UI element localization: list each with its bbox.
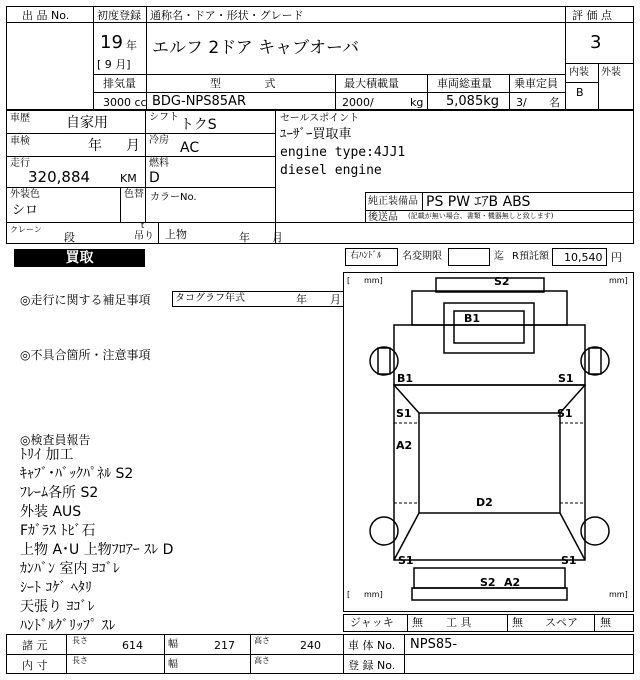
divider bbox=[6, 654, 634, 655]
height-label: 高さ bbox=[254, 636, 270, 645]
divider bbox=[427, 74, 428, 110]
divider bbox=[250, 634, 251, 674]
divider bbox=[598, 63, 599, 110]
exterior-label: 外装 bbox=[601, 67, 621, 78]
divider bbox=[158, 222, 159, 244]
ac-label: 冷房 bbox=[149, 135, 169, 146]
interior-label: 内装 bbox=[569, 67, 589, 78]
mm-label: mm] bbox=[364, 276, 383, 285]
first-reg-month: [ 9 月] bbox=[97, 58, 131, 71]
report-line: ｶﾝﾊﾞﾝ 室内 ﾖｺﾞﾚ bbox=[20, 561, 120, 577]
divider bbox=[275, 110, 276, 244]
first-reg-year: 19 bbox=[100, 32, 123, 53]
divider bbox=[565, 63, 634, 64]
recycle-label: R預託額 bbox=[512, 251, 549, 262]
divider bbox=[335, 74, 336, 110]
damage-label: B1 bbox=[397, 372, 414, 385]
capacity-unit: 名 bbox=[549, 96, 560, 109]
damage-label: S1 bbox=[561, 554, 577, 567]
model-name-label: 通称名・ドア・形状・グレード bbox=[150, 9, 304, 22]
delivery-label: 後送品 bbox=[368, 212, 398, 223]
crane-t: t bbox=[141, 221, 145, 230]
name-change-deadline-field bbox=[448, 248, 490, 266]
specs-label: 諸 元 bbox=[22, 639, 48, 652]
divider bbox=[6, 222, 634, 223]
ac-value: AC bbox=[180, 140, 200, 156]
divider bbox=[404, 634, 405, 674]
mileage-value: 320,884 bbox=[28, 168, 91, 186]
mm-bracket: [ bbox=[347, 276, 351, 285]
truck-outline-svg bbox=[344, 273, 635, 613]
gross-weight-label: 車両総重量 bbox=[437, 77, 492, 90]
crane-lift: 吊り bbox=[134, 231, 154, 242]
interior-value: B bbox=[576, 86, 584, 99]
model-name: エルフ 2ドア キャブオーバ bbox=[152, 38, 360, 58]
mm-label: mm] bbox=[609, 590, 628, 599]
width-label: 幅 bbox=[168, 639, 178, 650]
tacho-year: 年 bbox=[296, 293, 307, 306]
purchase-bar: 買取 bbox=[14, 249, 145, 267]
divider bbox=[164, 634, 165, 674]
length-label: 長さ bbox=[72, 636, 88, 645]
divider bbox=[93, 74, 565, 75]
upper-month: 月 bbox=[272, 231, 283, 244]
spare-label: スペア bbox=[545, 616, 578, 629]
report-line: ﾌﾚｰﾑ各所 S2 bbox=[20, 485, 99, 501]
report-line: 天張り ﾖｺﾞﾚ bbox=[20, 599, 95, 615]
jack-value: 無 bbox=[412, 616, 423, 629]
jack-label: ジャッキ bbox=[350, 616, 394, 629]
rating-value: 3 bbox=[590, 32, 602, 53]
sales-point-line: engine type:4JJ1 bbox=[280, 145, 406, 160]
tacho-month: 月 bbox=[330, 293, 341, 306]
color-no-label: カラーNo. bbox=[150, 192, 197, 203]
damage-label: A2 bbox=[396, 439, 413, 452]
divider bbox=[343, 634, 344, 674]
equipment-value: PS PW ｴｱB ABS bbox=[426, 194, 531, 210]
rating-label: 評 価 点 bbox=[572, 9, 612, 22]
tools-label: 工 具 bbox=[446, 616, 472, 629]
damage-label: S1 bbox=[558, 372, 574, 385]
lot-no-label: 出 品 No. bbox=[22, 9, 70, 22]
divider bbox=[422, 192, 423, 210]
damage-label: A2 bbox=[504, 576, 521, 589]
inspector-report-label: ◎検査員報告 bbox=[20, 433, 91, 447]
displacement-label: 排気量 bbox=[103, 77, 136, 90]
in-length-label: 長さ bbox=[72, 656, 88, 665]
truck-diagram bbox=[343, 272, 634, 612]
divider bbox=[365, 210, 634, 211]
divider bbox=[509, 74, 510, 110]
chassis-label: 車 体 No. bbox=[348, 639, 396, 652]
divider bbox=[146, 6, 147, 74]
model-code: BDG-NPS85AR bbox=[152, 94, 246, 109]
steering-label: 右ﾊﾝﾄﾞﾙ bbox=[350, 251, 382, 261]
divider bbox=[365, 192, 634, 193]
length-value: 614 bbox=[122, 639, 143, 652]
divider bbox=[120, 187, 121, 222]
damage-label: S1 bbox=[396, 407, 412, 420]
inspection-year: 年 bbox=[88, 138, 102, 154]
type-label: 型 式 bbox=[210, 77, 276, 90]
recycle-unit: 円 bbox=[611, 251, 622, 264]
sales-point-line: ﾕｰｻﾞｰ買取車 bbox=[280, 127, 352, 142]
width-value: 217 bbox=[214, 639, 235, 652]
mm-bracket: [ bbox=[347, 590, 351, 599]
report-line: ｼｰﾄ ｺｹﾞ ﾍﾀﾘ bbox=[20, 580, 92, 596]
deadline-suffix: 迄 bbox=[494, 251, 504, 262]
history-value: 自家用 bbox=[66, 115, 108, 131]
in-width-label: 幅 bbox=[168, 659, 178, 670]
year-unit: 年 bbox=[126, 39, 137, 52]
max-load-label: 最大積載量 bbox=[344, 77, 399, 90]
mm-label: mm] bbox=[609, 276, 628, 285]
mileage-label: 走行 bbox=[10, 158, 30, 169]
divider bbox=[407, 614, 408, 632]
defects-label: ◎不具合箇所・注意事項 bbox=[20, 348, 151, 362]
chassis-value: NPS85- bbox=[410, 637, 458, 652]
delivery-note: (記載が無い場合、書類・機器無しと致します) bbox=[408, 212, 554, 220]
driving-notes-label: ◎走行に関する補足事項 bbox=[20, 293, 151, 307]
recycle-value: 10,540 bbox=[564, 251, 603, 264]
tools-value: 無 bbox=[512, 616, 523, 629]
report-line: ﾄﾘｲ 加工 bbox=[20, 447, 74, 463]
inspection-month: 月 bbox=[126, 138, 140, 154]
report-line: 外装 AUS bbox=[20, 504, 82, 520]
gross-weight-value: 5,085kg bbox=[446, 94, 499, 109]
divider bbox=[365, 192, 366, 222]
divider bbox=[565, 82, 599, 83]
damage-label: S2 bbox=[494, 275, 510, 288]
fuel-value: D bbox=[149, 170, 160, 186]
ext-color-label: 外装色 bbox=[10, 189, 40, 200]
displacement-value: 3000 cc bbox=[103, 96, 147, 109]
ext-color-value: シロ bbox=[12, 203, 39, 218]
first-reg-label: 初度登録 bbox=[97, 9, 141, 22]
report-line: Fｶﾞﾗｽ ﾄﾋﾞ石 bbox=[20, 523, 96, 539]
mileage-unit: KM bbox=[120, 172, 137, 185]
fuel-label: 燃料 bbox=[149, 158, 169, 169]
sales-point-title: セールスポイント bbox=[280, 113, 360, 124]
interior-dims-label: 内 寸 bbox=[22, 659, 48, 672]
divider bbox=[594, 614, 595, 632]
history-label: 車歴 bbox=[10, 113, 30, 124]
equipment-label: 純正装備品 bbox=[368, 196, 418, 207]
name-change-label: 名変期限 bbox=[402, 251, 442, 262]
color-change-label: 色替 bbox=[124, 189, 144, 200]
capacity-label: 乗車定員 bbox=[514, 77, 558, 90]
upper-year: 年 bbox=[239, 231, 250, 244]
capacity-value: 3/ bbox=[516, 96, 527, 109]
upper-label: 上物 bbox=[165, 228, 187, 241]
spare-value: 無 bbox=[600, 616, 611, 629]
shift-label: シフト bbox=[149, 112, 179, 123]
divider bbox=[6, 22, 634, 23]
damage-label: S1 bbox=[398, 554, 414, 567]
divider bbox=[145, 110, 146, 222]
mm-label: mm] bbox=[364, 590, 383, 599]
sales-point-line: diesel engine bbox=[280, 163, 382, 178]
tachograph-label: タコグラフ年式 bbox=[175, 293, 245, 304]
crane-label: クレーン bbox=[10, 225, 42, 234]
report-line: ﾊﾝﾄﾞﾙｸﾞﾘｯﾌﾟ ｽﾚ bbox=[20, 618, 116, 634]
damage-label: D2 bbox=[476, 496, 493, 509]
damage-label: S1 bbox=[557, 407, 573, 420]
damage-label: B1 bbox=[464, 312, 481, 325]
divider bbox=[6, 133, 275, 134]
divider bbox=[6, 156, 275, 157]
height-value: 240 bbox=[300, 639, 321, 652]
max-load-value: 2000/ bbox=[342, 96, 374, 109]
divider bbox=[6, 187, 275, 188]
reg-label: 登 録 No. bbox=[348, 659, 396, 672]
divider bbox=[66, 634, 67, 674]
in-height-label: 高さ bbox=[254, 656, 270, 665]
report-line: ｷｬﾌﾞ･ﾊﾞｯｸﾊﾟﾈﾙ S2 bbox=[20, 466, 134, 482]
damage-label: S2 bbox=[480, 576, 496, 589]
report-line: 上物 A･U 上物ﾌﾛｱｰ ｽﾚ D bbox=[20, 542, 174, 558]
crane-stage: 段 bbox=[64, 231, 75, 244]
max-load-unit: kg bbox=[410, 96, 424, 109]
divider bbox=[93, 92, 565, 93]
shift-value: トクS bbox=[180, 117, 217, 133]
inspection-label: 車検 bbox=[10, 136, 30, 147]
divider bbox=[507, 614, 508, 632]
